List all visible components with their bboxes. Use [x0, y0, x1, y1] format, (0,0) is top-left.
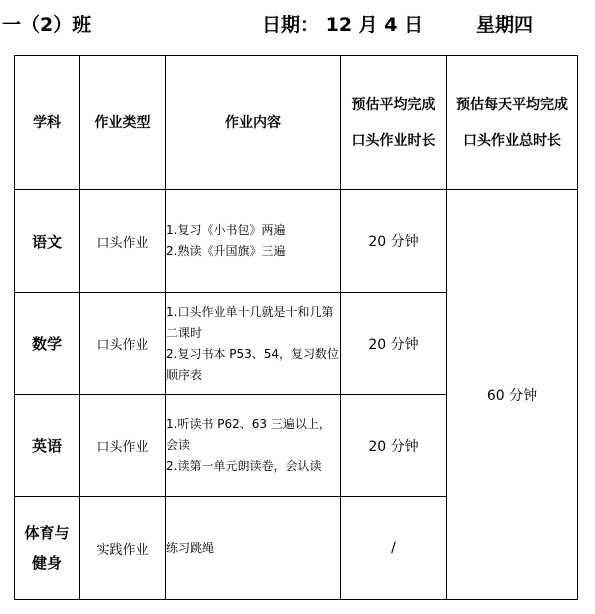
subject-cell: 体育与健身 — [15, 497, 80, 600]
type-cell: 口头作业 — [80, 395, 166, 497]
class-label: 一（2）班 — [2, 14, 92, 36]
weekday-label: 星期四 — [476, 14, 534, 36]
duration-cell: 20 分钟 — [341, 293, 447, 395]
content-line: 1.听读书 P62、63 三遍以上，会读 — [166, 417, 331, 452]
content-line: 1.复习《小书包》两遍 — [166, 223, 286, 237]
type-cell: 口头作业 — [80, 293, 166, 395]
content-line: 2.复习书本 P53、54，复习数位顺序表 — [166, 346, 340, 382]
content-line: 2.熟读《升国旗》三遍 — [166, 244, 286, 258]
type-cell: 实践作业 — [80, 497, 166, 600]
header-row — [15, 56, 578, 190]
duration-cell: / — [341, 497, 447, 600]
page-header — [0, 10, 595, 40]
col-header-content: 作业内容 — [166, 56, 341, 190]
content-cell — [166, 497, 341, 600]
content-cell — [166, 190, 341, 293]
col-header-total: 预估每天平均完成口头作业总时长 — [447, 56, 578, 190]
date-label: 日期： 12 月 4 日 — [262, 14, 424, 36]
type-cell: 口头作业 — [80, 190, 166, 293]
homework-table — [14, 55, 578, 600]
total-duration-cell: 60 分钟 — [447, 190, 578, 600]
content-line: 2.读第一单元朗读卷，会认读 — [166, 459, 322, 473]
subject-cell: 数学 — [15, 293, 80, 395]
col-header-duration: 预估平均完成口头作业时长 — [341, 56, 447, 190]
col-header-subject: 学科 — [15, 56, 80, 190]
table-row — [15, 190, 578, 293]
content-cell — [166, 293, 341, 395]
content-line: 1.口头作业单十几就是十和几第二课时 — [166, 304, 334, 340]
col-header-type: 作业类型 — [80, 56, 166, 190]
subject-cell: 英语 — [15, 395, 80, 497]
content-cell — [166, 395, 341, 497]
duration-cell: 20 分钟 — [341, 190, 447, 293]
content-line: 练习跳绳 — [166, 540, 215, 555]
duration-cell: 20 分钟 — [341, 395, 447, 497]
subject-cell: 语文 — [15, 190, 80, 293]
